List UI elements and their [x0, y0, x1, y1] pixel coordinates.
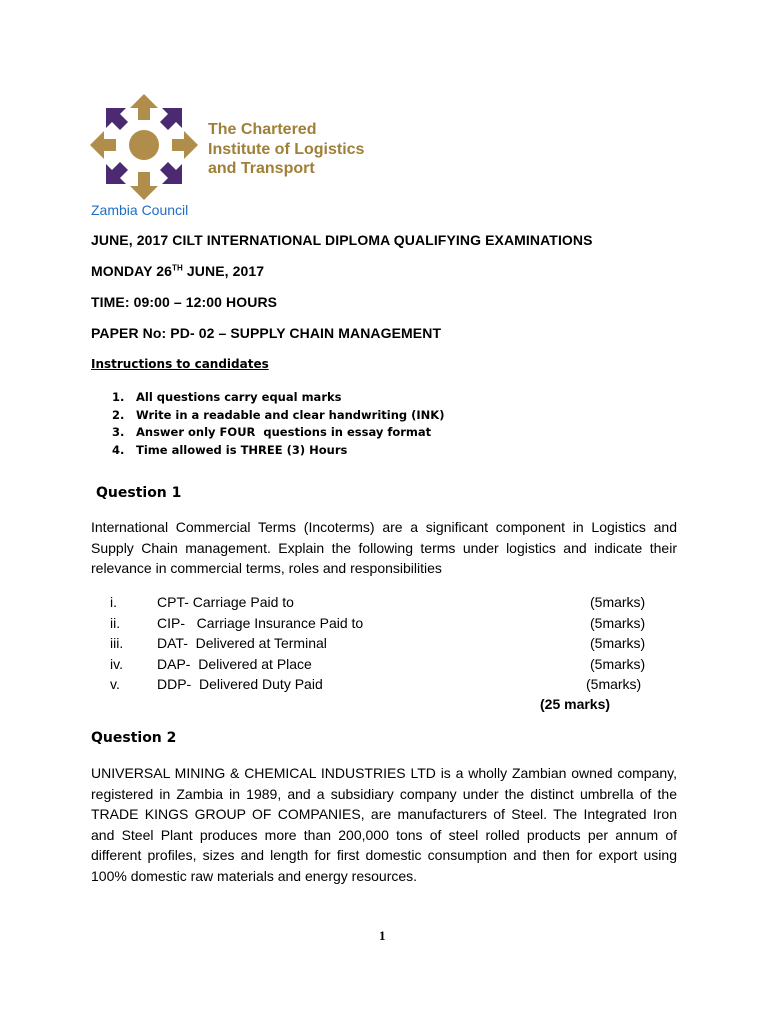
term-text: DAP- Delivered at Place [157, 655, 312, 672]
question-1-terms [110, 592, 660, 695]
term-number: ii. [110, 614, 121, 631]
term-number: iii. [110, 635, 124, 651]
question-2-heading: Question 2 [91, 730, 177, 746]
exam-date-post: JUNE, 2017 [182, 263, 265, 279]
exam-date-pre: MONDAY 26 [91, 263, 173, 279]
term-marks: (5marks) [590, 635, 646, 651]
list-item-text: Answer only FOUR questions in essay format [136, 425, 432, 439]
question-2-body: UNIVERSAL MINING & CHEMICAL INDUSTRIES LTD is a wholly Zambian owned company, registered in Zambia in 1989, and a subsidiary company under the distinct umbrella of the TRADE KINGS GROUP OF COMPANIES, are manufacturers of Steel. The Integrated Iron and Steel Plant produces more than 200,000 tons of steel rolled products per annum of different profiles, sizes and length for first domestic consumption and then for export using 100% domestic raw materials and energy resources. [91, 765, 677, 884]
list-item-number: 2. [112, 407, 125, 422]
instructions-list [112, 389, 444, 459]
list-item-number: 1. [112, 390, 125, 404]
question-1-heading: Question 1 [96, 485, 182, 501]
term-row [110, 613, 660, 634]
term-text: DDP- Delivered Duty Paid [157, 676, 323, 692]
term-row [110, 654, 660, 675]
org-name-line3: and Transport [208, 160, 315, 177]
exam-time: TIME: 09:00 – 12:00 HOURS [91, 294, 278, 310]
cilt-emblem-icon [88, 92, 200, 204]
list-item [112, 407, 444, 425]
paper-title: PAPER No: PD- 02 – SUPPLY CHAIN MANAGEMENT [91, 325, 442, 341]
list-item [112, 442, 444, 460]
question-1-total-marks: (25 marks) [540, 696, 611, 712]
exam-title: JUNE, 2017 CILT INTERNATIONAL DIPLOMA QUALIFYING EXAMINATIONS [91, 232, 593, 248]
org-name-line1: The Chartered [208, 121, 317, 138]
question-1-body: International Commercial Terms (Incoterms) are a significant component in Logistics and Supply Chain management. Explain the following terms under logistics and indicate their relevance in commercial terms, roles and responsibilities [91, 519, 677, 577]
term-number: v. [110, 676, 120, 692]
list-item-text: All questions carry equal marks [136, 390, 342, 404]
term-marks: (5marks) [586, 676, 642, 692]
list-item-number: 3. [112, 425, 125, 439]
list-item-text: Write in a readable and clear handwriting (INK) [136, 407, 445, 422]
list-item-number: 4. [112, 442, 125, 457]
org-name-line2: Institute of Logistics [208, 140, 365, 158]
term-marks: (5marks) [590, 594, 646, 610]
instructions-title: Instructions to candidates [91, 357, 269, 371]
term-number: iv. [110, 655, 123, 672]
term-marks: (5marks) [590, 655, 646, 672]
term-text: CPT- Carriage Paid to [157, 594, 294, 610]
cilt-logo [88, 92, 388, 204]
term-marks: (5marks) [590, 614, 646, 631]
term-row [110, 674, 660, 695]
term-text: CIP- Carriage Insurance Paid to [157, 614, 364, 631]
term-row [110, 592, 660, 613]
org-name [208, 120, 364, 179]
exam-date [91, 263, 264, 279]
term-number: i. [110, 594, 117, 610]
exam-date-sup: TH [172, 263, 183, 273]
page-number: 1 [379, 928, 386, 943]
list-item [112, 389, 444, 407]
council-name: Zambia Council [91, 202, 189, 218]
list-item-text: Time allowed is THREE (3) Hours [136, 442, 348, 457]
term-text: DAT- Delivered at Terminal [157, 635, 327, 651]
list-item [112, 424, 444, 442]
term-row [110, 633, 660, 654]
